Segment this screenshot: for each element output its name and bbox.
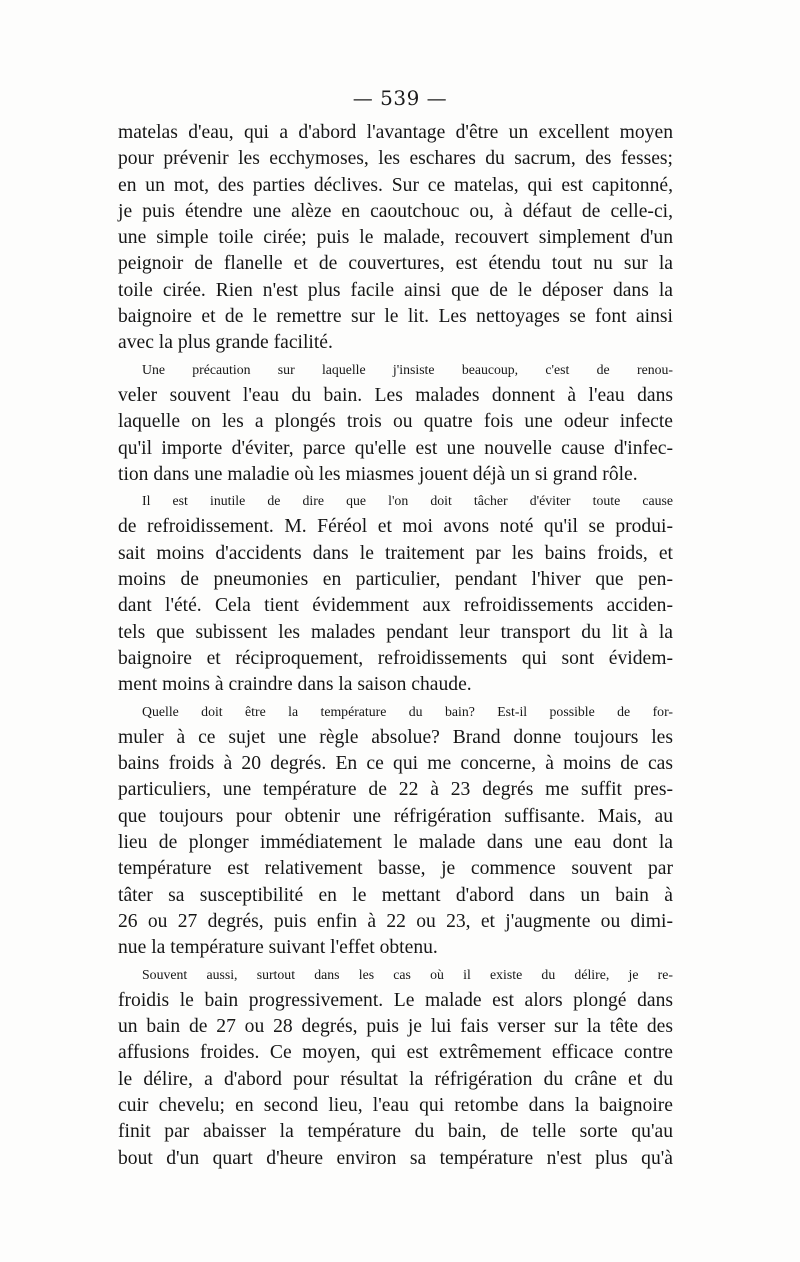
text-line: de refroidissement. M. Féréol et moi avons noté qu'il se produi- bbox=[118, 516, 673, 538]
text-line: un bain de 27 ou 28 degrés, puis je lui fais verser sur la tête des bbox=[118, 1016, 673, 1038]
text-line: que toujours pour obtenir une réfrigération suffisante. Mais, au bbox=[118, 805, 673, 827]
text-line: muler à ce sujet une règle absolue? Brand donne toujours les bbox=[118, 726, 673, 748]
text-line: Souvent aussi, surtout dans les cas où il existe du délire, je re- bbox=[142, 966, 673, 982]
text-line: nue la température suivant l'effet obtenu. bbox=[118, 937, 438, 959]
text-line: particuliers, une température de 22 à 23 degrés me suffit pres- bbox=[118, 779, 673, 801]
text-line: qu'il importe d'éviter, parce qu'elle est une nouvelle cause d'infec- bbox=[118, 437, 673, 459]
text-line: veler souvent l'eau du bain. Les malades donnent à l'eau dans bbox=[118, 384, 673, 406]
text-line: dant l'été. Cela tient évidemment aux refroidissements acciden- bbox=[118, 595, 673, 617]
text-line: tels que subissent les malades pendant leur transport du lit à la bbox=[118, 621, 673, 643]
text-line: Il est inutile de dire que l'on doit tâcher d'éviter toute cause bbox=[142, 493, 673, 509]
text-line: sait moins d'accidents dans le traitement par les bains froids, et bbox=[118, 542, 673, 564]
text-line: finit par abaisser la température du bain, de telle sorte qu'au bbox=[118, 1121, 673, 1143]
text-line: matelas d'eau, qui a d'abord l'avantage d'être un excellent moyen bbox=[118, 122, 673, 143]
text-line: baignoire et réciproquement, refroidissements qui sont évidem- bbox=[118, 647, 673, 669]
text-line: pour prévenir les ecchymoses, les eschares du sacrum, des fesses; bbox=[118, 148, 673, 170]
text-line: lieu de plonger immédiatement le malade dans une eau dont la bbox=[118, 832, 673, 854]
text-line: toile cirée. Rien n'est plus facile ainsi que de le déposer dans la bbox=[118, 279, 673, 301]
text-line: 26 ou 27 degrés, puis enfin à 22 ou 23, et j'augmente ou dimi- bbox=[118, 910, 673, 932]
text-line: tâter sa susceptibilité en le mettant d'abord dans un bain à bbox=[118, 884, 673, 906]
text-line: peignoir de flanelle et de couvertures, est étendu tout nu sur la bbox=[118, 253, 673, 275]
text-line: affusions froides. Ce moyen, qui est extrêmement efficace contre bbox=[118, 1042, 673, 1064]
text-line: laquelle on les a plongés trois ou quatre fois une odeur infecte bbox=[118, 411, 673, 433]
body-text bbox=[118, 120, 673, 1172]
text-line: moins de pneumonies en particulier, pendant l'hiver que pen- bbox=[118, 569, 673, 591]
text-line: avec la plus grande facilité. bbox=[118, 332, 333, 354]
text-line: une simple toile cirée; puis le malade, recouvert simplement d'un bbox=[118, 227, 673, 249]
text-line: tion dans une maladie où les miasmes jouent déjà un si grand rôle. bbox=[118, 463, 638, 485]
text-line: cuir chevelu; en second lieu, l'eau qui retombe dans la baignoire bbox=[118, 1094, 673, 1116]
page-number: — 539 — bbox=[352, 86, 448, 110]
text-line: en un mot, des parties déclives. Sur ce matelas, qui est capitonné, bbox=[118, 174, 673, 196]
text-line: je puis étendre une alèze en caoutchouc ou, à défaut de celle-ci, bbox=[118, 200, 673, 222]
text-line: température est relativement basse, je commence souvent par bbox=[118, 858, 673, 880]
text-line: Quelle doit être la température du bain? Est-il possible de for- bbox=[142, 703, 673, 719]
text-line: ment moins à craindre dans la saison chaude. bbox=[118, 674, 472, 696]
text-line: baignoire et de le remettre sur le lit. Les nettoyages se font ainsi bbox=[118, 306, 673, 328]
text-line: bout d'un quart d'heure environ sa température n'est plus qu'à bbox=[118, 1147, 673, 1169]
text-line: froidis le bain progressivement. Le malade est alors plongé dans bbox=[118, 989, 673, 1011]
text-line: le délire, a d'abord pour résultat la réfrigération du crâne et du bbox=[118, 1068, 673, 1090]
text-line: bains froids à 20 degrés. En ce qui me concerne, à moins de cas bbox=[118, 753, 673, 775]
text-line: Une précaution sur laquelle j'insiste beaucoup, c'est de renou- bbox=[142, 361, 673, 377]
